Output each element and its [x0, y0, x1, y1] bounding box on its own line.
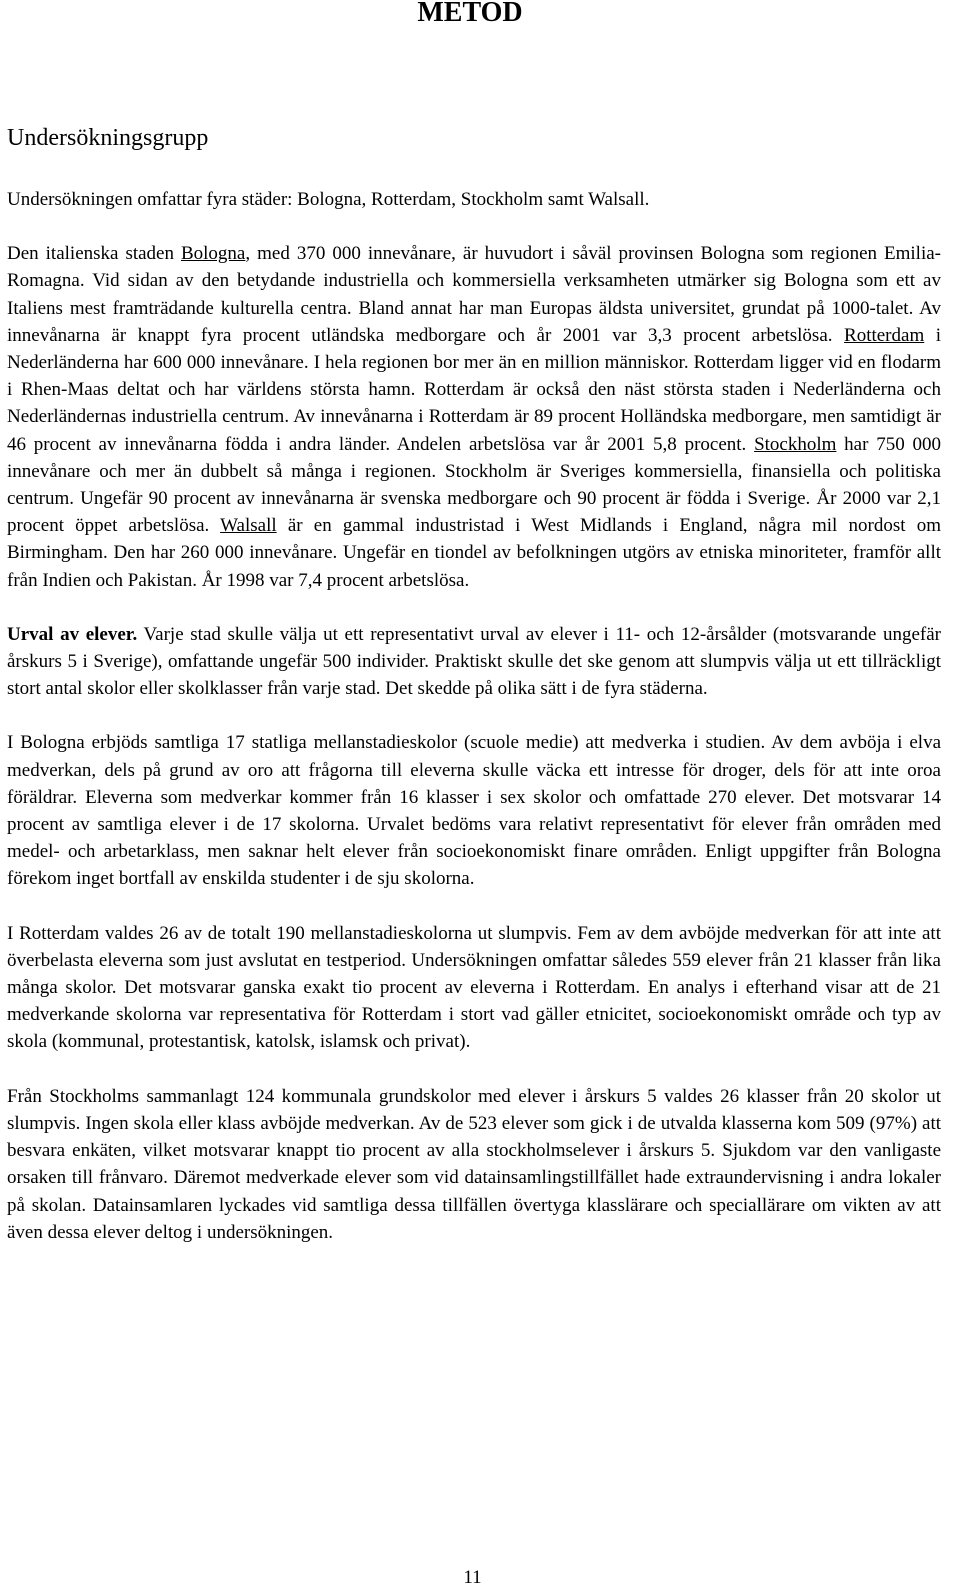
cities-text-1: Den italienska staden — [7, 243, 181, 265]
cities-text-5: är en gammal industristad i West Midlands i England, några mil nordost om Birmingham. Den har 260 000 innevånare. Ungefär en tiondel av befolkningen utgörs av etniska minoriteter, framför allt från Indien och Pakistan. År 1998 var 7,4 procent arbetslösa. — [7, 515, 941, 591]
urval-runin-heading: Urval av elever. — [7, 623, 138, 645]
rotterdam-underlined: Rotterdam — [844, 324, 925, 346]
page-title: METOD — [417, 0, 523, 28]
bologna-underlined: Bologna — [180, 243, 246, 265]
page-number: 11 — [463, 1567, 482, 1588]
cities-text-2: , med 370 000 innevånare, är huvudort i såväl provinsen Bologna som regionen Emilia-Romagna. Vid sidan av den betydande industriella och kommersiella verksamheten utmärker sig Bologna som ett av Italiens mest framträdande kulturella centra. Bland annat har man Europas äldsta universitet, grundat på 1000-talet. Av innevånarna är knappt fyra procent utländska medborgare och år 2001 var 3,3 procent arbetslösa. — [7, 243, 941, 346]
body-text — [7, 186, 941, 1246]
intro-paragraph: Undersökningen omfattar fyra städer: Bologna, Rotterdam, Stockholm samt Walsall. — [7, 189, 650, 210]
walsall-underlined: Walsall — [220, 515, 277, 537]
bologna-paragraph: I Bologna erbjöds samtliga 17 statliga mellanstadieskolor (scuole medie) att medverka i studien. Av dem avböja i elva medverkan, dels på grund av oro att frågorna till eleverna skulle väcka ett intresse för droger, dels för att inte oroa föräldrar. Eleverna som medverkar kommer från 16 klasser i sex skolor och omfattade 270 elever. Det motsvarar 14 procent av samtliga elever i de 17 skolorna. Urvalet bedöms vara relativt representativt för elever från områden med medel- och arbetarklass, men saknar helt elever från socioekonomiskt finare områden. Enligt uppgifter från Bologna förekom inget bortfall av enskilda studenter i de sju skolorna. — [7, 732, 941, 890]
urval-text: Varje stad skulle välja ut ett representativt urval av elever i 11- och 12-årsålder (motsvarande ungefär årskurs 5 i Sverige), omfattande ungefär 500 individer. Praktiskt skulle det ske genom att slumpvis välja ut ett tillräckligt stort antal skolor eller skolklasser från varje stad. Det skedde på olika sätt i de fyra städerna. — [7, 623, 941, 700]
urval-paragraph — [7, 621, 941, 703]
stockholm-paragraph: Från Stockholms sammanlagt 124 kommunala grundskolor med elever i årskurs 5 valdes 26 klasser från 20 skolor ut slumpvis. Ingen skola eller klass avböjde medverkan. Av de 523 elever som gick i de utvalda klasserna kom 509 (97%) att besvara enkäten, vilket motsvarar knappt tio procent av alla stockholmselever i årskurs 5. Sjukdom var den vanligaste orsaken till frånvaro. Däremot medverkade elever som vid datainsamlingstillfället hade extraundervisning i andra lokaler på skolan. Datainsamlaren lyckades vid samtliga dessa tillfällen övertyga klasslärare och speciallärare om vikten av att även dessa elever deltog i undersökningen. — [7, 1085, 941, 1243]
stockholm-underlined: Stockholm — [754, 433, 837, 455]
cities-paragraph — [7, 240, 941, 594]
rotterdam-paragraph: I Rotterdam valdes 26 av de totalt 190 mellanstadieskolorna ut slumpvis. Fem av dem avböjde medverkan för att inte att överbelasta eleverna som just avslutat en testperiod. Undersökningen omfattar således 559 elever från 21 klasser från lika många skolor. Det motsvarar ganska exakt tio procent av eleverna i Rotterdam. En analys i efterhand visar att de 21 medverkande skolorna var representativa för Rotterdam i stort vad gäller etnicitet, socioekonomiskt område och typ av skola (kommunal, protestantisk, katolsk, islamsk och privat). — [7, 922, 941, 1053]
cities-text-3: i Nederländerna har 600 000 innevånare. I hela regionen bor mer än en million människor. Rotterdam ligger vid en flodarm i Rhen-Maas deltat och har världens största hamn. Rotterdam är också den näst största staden i Nederländerna och Nederländernas industriella centrum. Av innevånarna i Rotterdam är 89 procent Holländska medborgare, men samtidigt är 46 procent av innevånarna födda i andra länder. Andelen arbetslösa var år 2001 5,8 procent. — [7, 324, 941, 455]
section-heading: Undersökningsgrupp — [7, 125, 209, 151]
cities-text-4: har 750 000 innevånare och mer än dubbelt så många i regionen. Stockholm är Sveriges kommersiella, finansiella och politiska centrum. Ungefär 90 procent av innevånarna är svenska medborgare och 90 procent är födda i Sverige. År 2000 var 2,1 procent öppet arbetslösa. — [7, 433, 941, 537]
